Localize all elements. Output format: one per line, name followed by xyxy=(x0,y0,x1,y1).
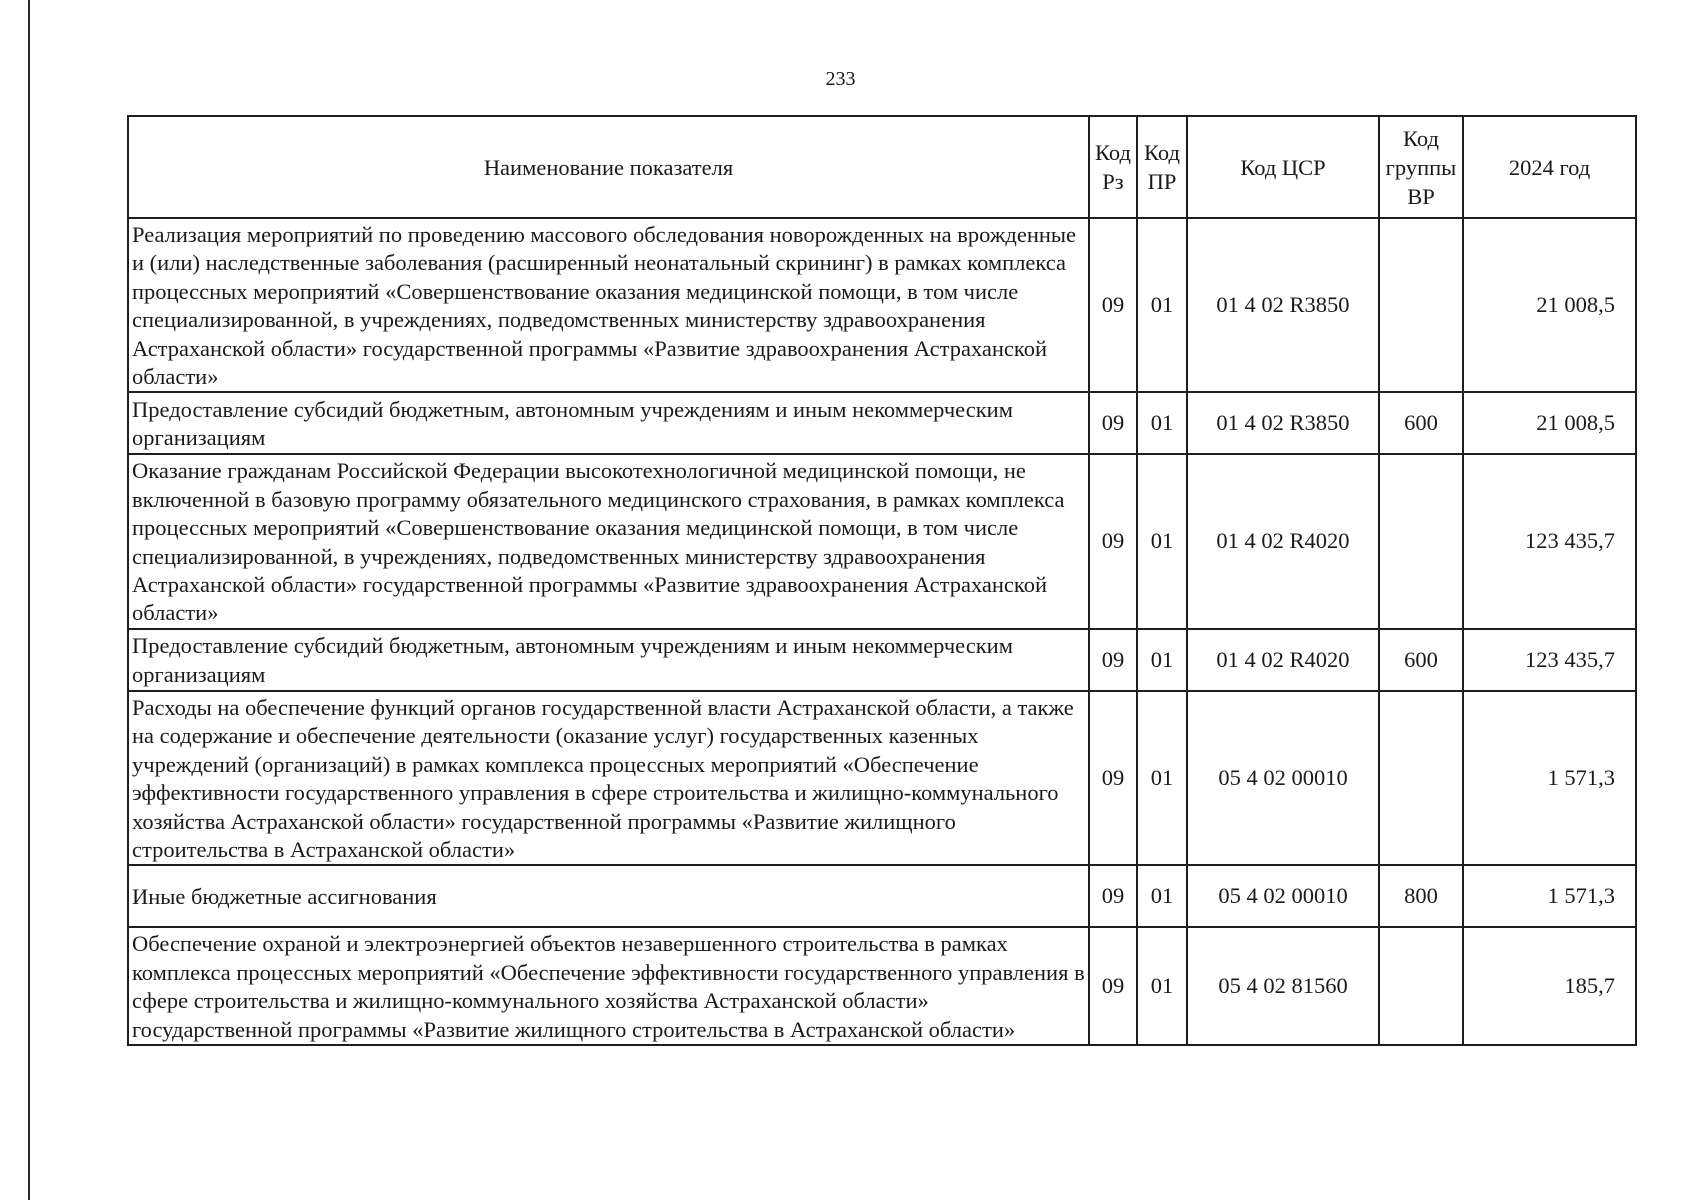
row-name: Реализация мероприятий по проведению массового обследования новорожденных на врожденные и (или) наследственные заболевания (расширенный неонатальный скрининг) в рамках комплекса процессных мероприятий «Совершенствование оказания медицинской помощи, в том числе специализированной, в учреждениях, подведомственных министерству здравоохранения Астраханской области» государственной программы «Развитие здравоохранения Астраханской области» xyxy=(128,218,1089,392)
row-name: Оказание гражданам Российской Федерации высокотехнологичной медицинской помощи, не включенной в базовую программу обязательного медицинского страхования, в рамках комплекса процессных мероприятий «Совершенствование оказания медицинской помощи, в том числе специализированной, в учреждениях, подведомственных министерству здравоохранения Астраханской области» государственной программы «Развитие здравоохранения Астраханской области» xyxy=(128,454,1089,628)
row-code-csr: 01 4 02 R3850 xyxy=(1187,392,1379,454)
row-code-csr: 05 4 02 81560 xyxy=(1187,927,1379,1045)
row-amount: 123 435,7 xyxy=(1463,629,1636,691)
row-code-csr: 05 4 02 00010 xyxy=(1187,865,1379,927)
row-amount: 185,7 xyxy=(1463,927,1636,1045)
binding-edge-line xyxy=(28,0,30,1200)
row-code-vr: 600 xyxy=(1379,629,1463,691)
row-code-rz: 09 xyxy=(1089,218,1137,392)
row-code-rz: 09 xyxy=(1089,392,1137,454)
table-header-row xyxy=(128,116,1636,218)
row-code-rz: 09 xyxy=(1089,454,1137,628)
row-code-csr: 01 4 02 R4020 xyxy=(1187,454,1379,628)
row-amount: 123 435,7 xyxy=(1463,454,1636,628)
row-name: Обеспечение охраной и электроэнергией объектов незавершенного строительства в рамках комплекса процессных мероприятий «Обеспечение эффективности государственного управления в сфере строительства и жилищно-коммунального хозяйства Астраханской области» государственной программы «Развитие жилищного строительства в Астраханской области» xyxy=(128,927,1089,1045)
row-code-vr xyxy=(1379,927,1463,1045)
row-code-pr: 01 xyxy=(1137,218,1187,392)
row-name: Предоставление субсидий бюджетным, автономным учреждениям и иным некоммерческим организациям xyxy=(128,629,1089,691)
row-code-vr xyxy=(1379,691,1463,865)
row-code-csr: 01 4 02 R4020 xyxy=(1187,629,1379,691)
page-number: 233 xyxy=(825,68,856,90)
table-row xyxy=(128,865,1636,927)
row-name: Предоставление субсидий бюджетным, автономным учреждениям и иным некоммерческим организациям xyxy=(128,392,1089,454)
table-row xyxy=(128,392,1636,454)
header-code-vr: Код группы ВР xyxy=(1379,116,1463,218)
table-row xyxy=(128,454,1636,628)
row-code-rz: 09 xyxy=(1089,865,1137,927)
row-code-pr: 01 xyxy=(1137,865,1187,927)
row-code-pr: 01 xyxy=(1137,629,1187,691)
header-name: Наименование показателя xyxy=(128,116,1089,218)
header-year-2024: 2024 год xyxy=(1463,116,1636,218)
header-code-rz: Код Рз xyxy=(1089,116,1137,218)
row-code-pr: 01 xyxy=(1137,691,1187,865)
row-code-rz: 09 xyxy=(1089,691,1137,865)
row-code-vr xyxy=(1379,218,1463,392)
row-code-csr: 05 4 02 00010 xyxy=(1187,691,1379,865)
row-name: Расходы на обеспечение функций органов государственной власти Астраханской области, а также на содержание и обеспечение деятельности (оказание услуг) государственных казенных учреждений (организаций) в рамках комплекса процессных мероприятий «Обеспечение эффективности государственного управления в сфере строительства и жилищно-коммунального хозяйства Астраханской области» государственной программы «Развитие жилищного строительства в Астраханской области» xyxy=(128,691,1089,865)
table-row xyxy=(128,927,1636,1045)
row-amount: 21 008,5 xyxy=(1463,218,1636,392)
row-code-vr xyxy=(1379,454,1463,628)
table-row xyxy=(128,691,1636,865)
row-code-vr: 600 xyxy=(1379,392,1463,454)
row-amount: 1 571,3 xyxy=(1463,691,1636,865)
row-code-rz: 09 xyxy=(1089,629,1137,691)
budget-table xyxy=(127,115,1637,1046)
row-code-pr: 01 xyxy=(1137,927,1187,1045)
row-code-vr: 800 xyxy=(1379,865,1463,927)
header-code-pr: Код ПР xyxy=(1137,116,1187,218)
table-row xyxy=(128,629,1636,691)
row-code-csr: 01 4 02 R3850 xyxy=(1187,218,1379,392)
header-code-csr: Код ЦСР xyxy=(1187,116,1379,218)
row-amount: 1 571,3 xyxy=(1463,865,1636,927)
row-amount: 21 008,5 xyxy=(1463,392,1636,454)
table-row xyxy=(128,218,1636,392)
row-code-rz: 09 xyxy=(1089,927,1137,1045)
row-code-pr: 01 xyxy=(1137,454,1187,628)
row-name: Иные бюджетные ассигнования xyxy=(128,865,1089,927)
row-code-pr: 01 xyxy=(1137,392,1187,454)
